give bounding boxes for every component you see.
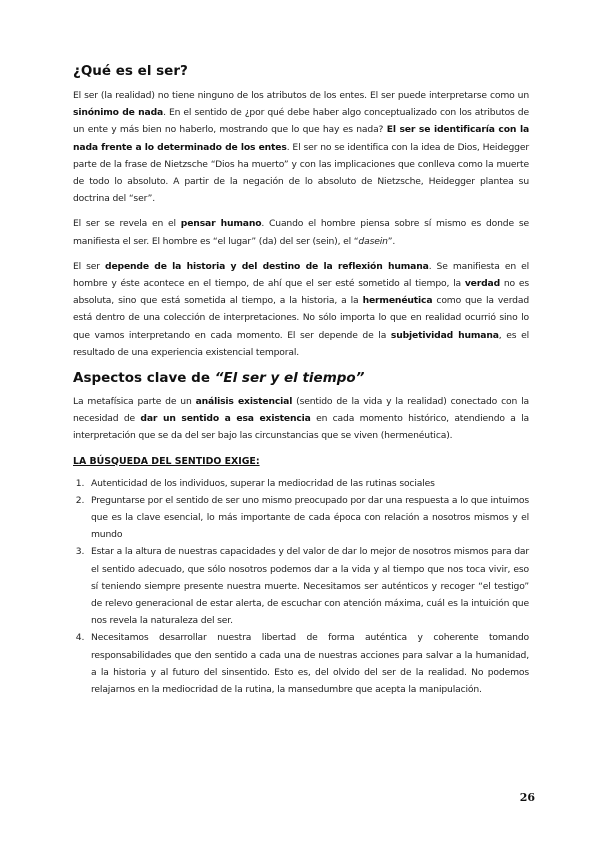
text-run: . Se manifiesta en el hombre y éste acontece en el tiempo, de ahí que el ser esté sometido al tiempo, la [73, 260, 530, 290]
text-run: como que la verdad está dentro de una colección de interpretaciones. No sólo importa lo que en realidad ocurrió sino lo que vamos interpretando en cada momento. El ser depende de la [73, 295, 529, 341]
list-item: 1. Autenticidad de los individuos, superar la mediocridad de las rutinas sociales [87, 475, 529, 492]
text-run: (sentido de la vida y la realidad) conectado con la necesidad de [73, 396, 529, 425]
bold-term: depende de la historia y del destino de la reflexión humana [105, 260, 429, 272]
bold-term: El ser se identificaría con la nada frente a lo determinado de los entes [73, 124, 529, 153]
list-item: 2. Preguntarse por el sentido de ser uno mismo preocupado por dar una respuesta a lo que intuimos que es la clave esencial, lo más importante de cada época con relación a nosotros mismos y el mundo [87, 492, 529, 544]
subheading: LA BÚSQUEDA DEL SENTIDO EXIGE: [73, 455, 260, 467]
text-run: en cada momento histórico, atendiendo a la interpretación que se da del ser bajo las circunstancias que se viven (hermenéutica). [73, 413, 529, 442]
text-run: ”. [387, 235, 396, 247]
paragraph [73, 215, 529, 249]
paragraph [73, 258, 529, 361]
text-run: La metafísica parte de un [73, 396, 196, 408]
section-title-aspectos-clave [73, 369, 529, 387]
section-title-prefix: Aspectos clave de [73, 370, 215, 387]
page-content [73, 62, 529, 698]
page-number: 26 [519, 791, 535, 804]
bold-term: pensar humano [180, 218, 262, 230]
bold-term: verdad [464, 278, 501, 290]
text-run: El ser se revela en el [73, 218, 181, 230]
list-item: 3. Estar a la altura de nuestras capacidades y del valor de dar lo mejor de nosotros mismos para dar el sentido adecuado, que sólo nosotros podemos dar a la vida y al tiempo que nos toca vivir, eso sí teniendo siempre presente nuestra muerte. Necesitamos ser auténticos y recoger “el testigo” de relevo generacional de estar alerta, de escuchar con atención máxima, cuál es la intuición que nos revela la naturaleza del ser. [87, 543, 529, 629]
text-run: . En el sentido de ¿por qué debe haber algo conceptualizado con los atributos de un ente y más bien no haberlo, mostrando que lo que hay es nada? [73, 107, 529, 136]
text-run: . El ser no se identifica con la idea de Dios, Heidegger parte de la frase de Nietzsche “Dios ha muerto” y con las implicaciones que conlleva como la muerte de todo lo absoluto. A partir de la negación de lo absoluto de Nietzsche, Heidegger plantea su doctrina del “ser”. [73, 141, 529, 205]
text-run: , es el resultado de una experiencia existencial temporal. [73, 329, 529, 358]
section-title-work: “El ser y el tiempo” [214, 370, 365, 387]
bold-term: dar un sentido a esa existencia [140, 413, 311, 425]
section-title-que-es-el-ser: ¿Qué es el ser? [73, 63, 188, 79]
requirements-list [73, 475, 529, 699]
text-run: El ser [73, 260, 106, 272]
paragraph [73, 87, 529, 207]
text-run: . Cuando el hombre piensa sobre sí mismo es donde se manifiesta el ser. El hombre es “el lugar” (da) del ser (sein), el “ [73, 218, 529, 247]
list-item: 4. Necesitamos desarrollar nuestra libertad de forma auténtica y coherente tomando responsabilidades que den sentido a cada una de nuestras acciones para salvar a la humanidad, a la historia y al futuro del sinsentido. Esto es, del olvido del ser de la realidad. No podemos relajarnos en la mediocridad de la rutina, la mansedumbre que acepta la manipulación. [87, 629, 529, 698]
bold-term: sinónimo de nada [73, 107, 164, 119]
italic-term: dasein [358, 235, 388, 247]
bold-term: análisis existencial [195, 396, 293, 408]
paragraph [73, 393, 529, 445]
bold-term: hermenéutica [362, 295, 433, 307]
text-run: El ser (la realidad) no tiene ninguno de los atributos de los entes. El ser puede interpretarse como un [73, 90, 529, 101]
bold-term: subjetividad humana [390, 329, 499, 341]
text-run: no es absoluta, sino que está sometida al tiempo, a la historia, a la [73, 278, 529, 307]
